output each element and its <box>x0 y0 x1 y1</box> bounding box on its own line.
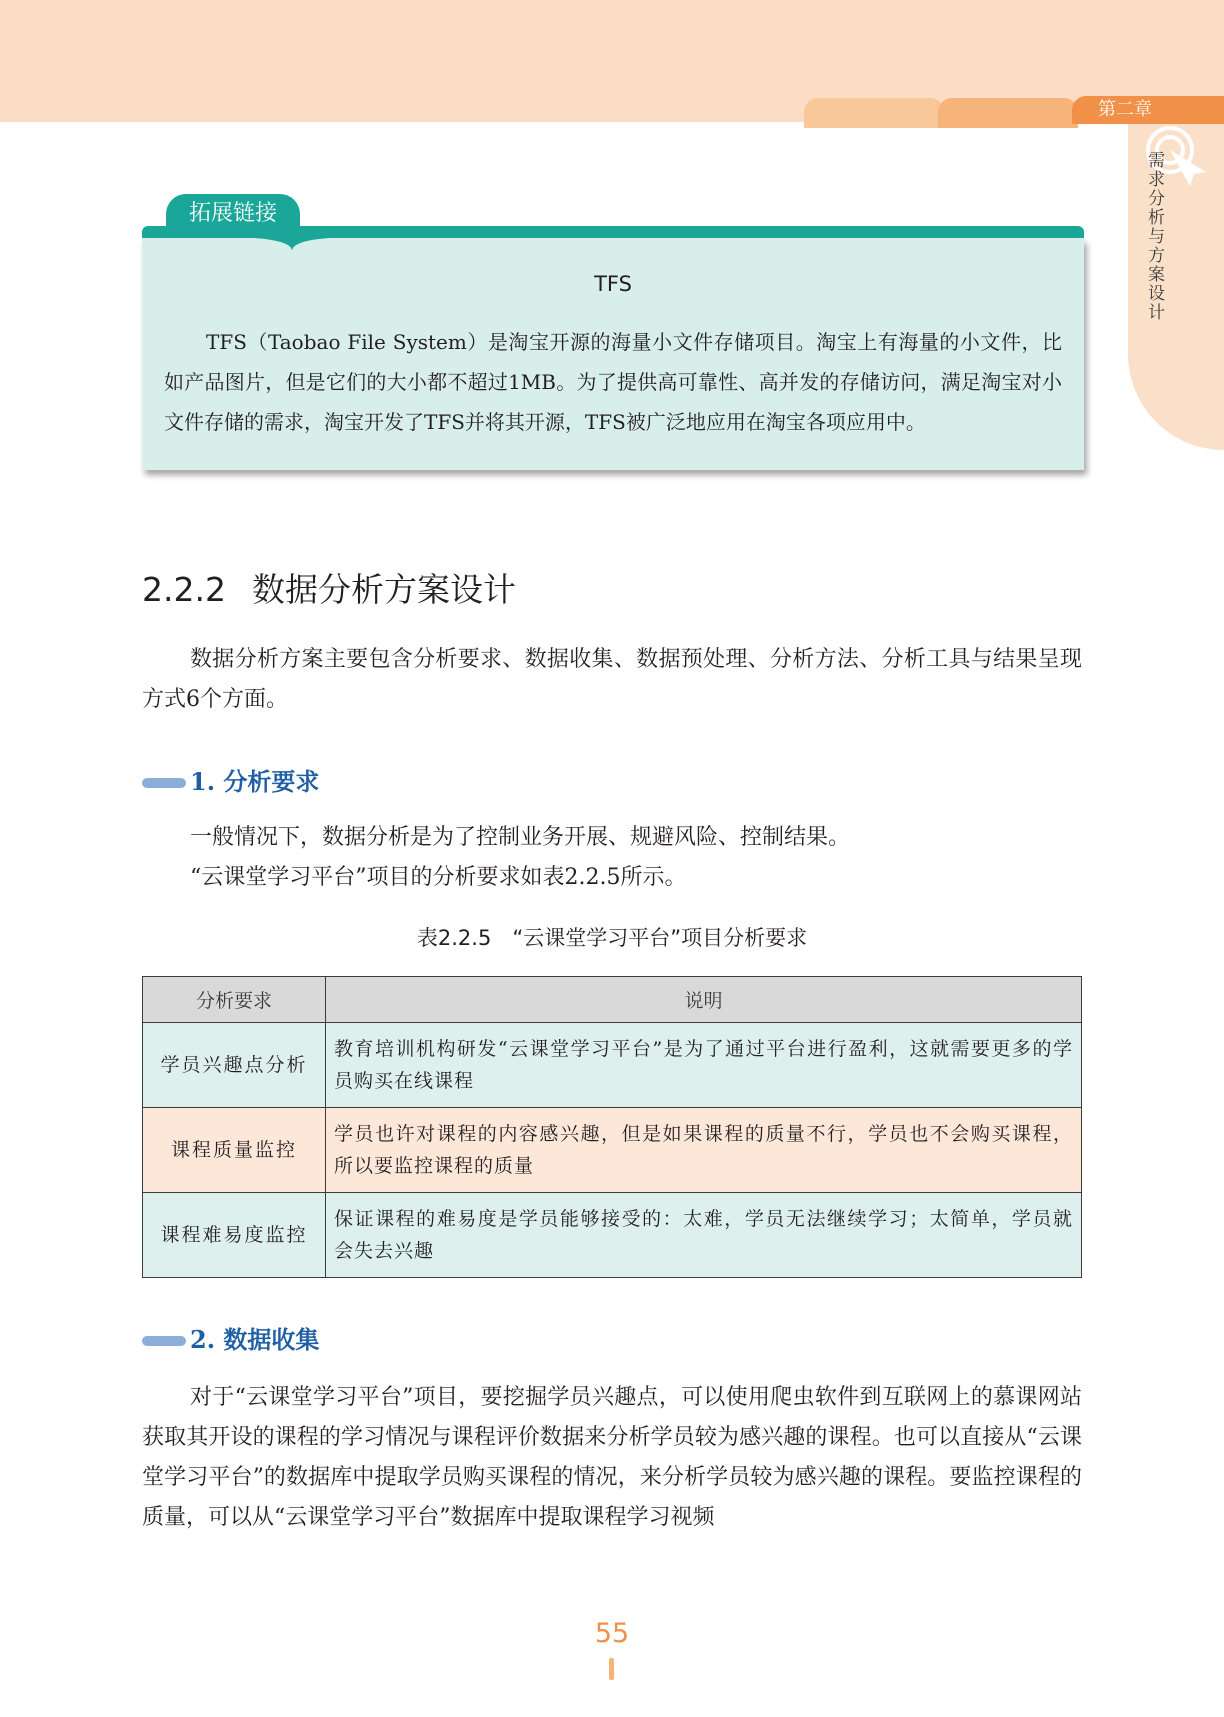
paragraph-line: “云课堂学习平台”项目的分析要求如表2.2.5所示。 <box>190 865 687 890</box>
description-cell: 保证课程的难易度是学员能够接受的：太难，学员无法继续学习；太简单，学员就会失去兴趣 <box>326 1193 1082 1278</box>
extension-notch-decoration <box>222 237 362 251</box>
requirement-cell: 课程难易度监控 <box>143 1193 326 1278</box>
chapter-side-title: 需求分析与方案设计 <box>1148 151 1165 323</box>
extension-title: TFS <box>594 272 632 296</box>
subsection-title-1: 1. 分析要求 <box>190 767 320 796</box>
extension-label: 拓展链接 <box>166 194 300 234</box>
table-row <box>143 1023 1082 1108</box>
table-row <box>143 1108 1082 1193</box>
page-tick-decoration <box>609 1658 614 1680</box>
paragraph-line: 一般情况下，数据分析是为了控制业务开展、规避风险、控制结果。 <box>190 825 851 850</box>
requirements-table <box>142 976 1082 1278</box>
data-collection-paragraph: 对于“云课堂学习平台”项目，要挖掘学员兴趣点，可以使用爬虫软件到互联网上的慕课网站获取其开设的课程的学习情况与课程评价数据来分析学员较为感兴趣的课程。也可以直接从“云课堂学习平台”的数据库中提取学员购买课程的情况，来分析学员较为感兴趣的课程。要监控课程的质量，可以从“云课堂学习平台”数据库中提取课程学习视频 <box>142 1385 1082 1530</box>
table-header-cell: 分析要求 <box>143 977 326 1023</box>
page-number: 55 <box>594 1618 630 1649</box>
table-caption: 表2.2.5 “云课堂学习平台”项目分析要求 <box>416 926 808 950</box>
section-intro: 数据分析方案主要包含分析要求、数据收集、数据预处理、分析方法、分析工具与结果呈现方式6个方面。 <box>142 647 1082 712</box>
header-tab-decoration <box>804 98 944 128</box>
extension-text: TFS（Taobao File System）是淘宝开源的海量小文件存储项目。淘宝上有海量的小文件，比如产品图片，但是它们的大小都不超过1MB。为了提供高可靠性、高并发的存储访问，满足淘宝对小文件存储的需求，淘宝开发了TFS并将其开源，TFS被广泛地应用在淘宝各项应用中。 <box>164 330 1062 434</box>
extension-box <box>142 194 1084 470</box>
chapter-tab: 第二章 <box>1072 96 1224 124</box>
section-title: 数据分析方案设计 <box>251 570 516 609</box>
table-header-cell: 说明 <box>326 977 1082 1023</box>
header-tab-decoration <box>938 98 1078 128</box>
description-cell: 学员也许对课程的内容感兴趣，但是如果课程的质量不行，学员也不会购买课程，所以要监控课程的质量 <box>326 1108 1082 1193</box>
subsection-title-2: 2. 数据收集 <box>190 1325 320 1354</box>
requirement-cell: 学员兴趣点分析 <box>143 1023 326 1108</box>
table-row <box>143 1193 1082 1278</box>
section-number: 2.2.2 <box>142 570 226 609</box>
section-heading <box>142 564 516 611</box>
heading-bar-decoration <box>142 778 186 788</box>
table-header-row <box>143 977 1082 1023</box>
description-cell: 教育培训机构研发“云课堂学习平台”是为了通过平台进行盈利，这就需要更多的学员购买在线课程 <box>326 1023 1082 1108</box>
requirement-cell: 课程质量监控 <box>143 1108 326 1193</box>
heading-bar-decoration <box>142 1336 186 1346</box>
